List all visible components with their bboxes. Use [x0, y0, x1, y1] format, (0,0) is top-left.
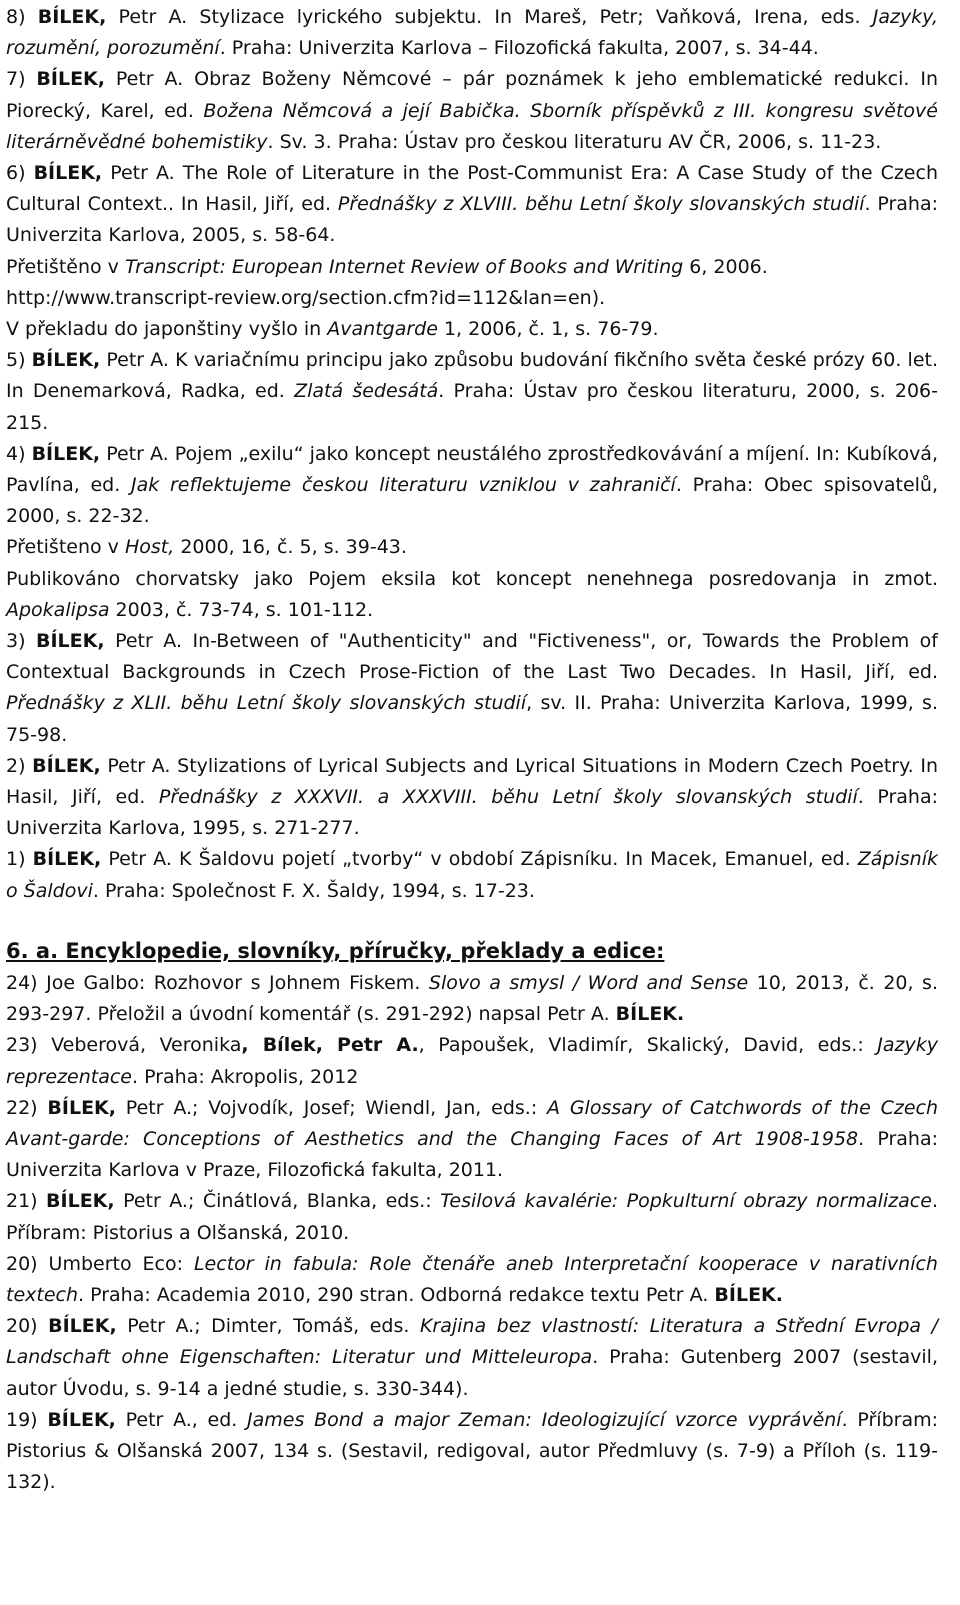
entry-text: Petr A. The Role of Literature in the Post-Communist Era: A Case Study of the Czech Cultural Context.. In Hasil, Jiří, ed. — [6, 162, 938, 216]
bibliography-entry — [6, 1405, 938, 1499]
entry-text: Přetištěno v — [6, 255, 125, 278]
bibliography-entry — [6, 314, 938, 345]
author-name: BÍLEK, — [47, 1096, 116, 1119]
entry-text: Petr A. Stylizace lyrického subjektu. In Mareš, Petr; Vaňková, Irena, eds. — [106, 6, 873, 28]
entry-text: Petr A. In-Between of "Authenticity" and "Fictiveness", or, Towards the Problem of Contextual Backgrounds in Czech Prose-Fiction of the Last Two Decades. In Hasil, Jiří, ed. — [6, 630, 938, 684]
work-title: Zápisník o Šaldovi — [6, 848, 938, 902]
entry-text: 19) — [6, 1408, 48, 1431]
author-name: BÍLEK, — [32, 754, 101, 777]
entry-text: . Praha: Academia 2010, 290 stran. Odborná redakce textu Petr A. — [78, 1283, 715, 1306]
work-title: Božena Němcová a její Babička. Sborník příspěvků z III. kongresu světové literárněvědné bohemistiky — [6, 99, 938, 153]
work-title: Transcript: European Internet Review of Books and Writing — [124, 255, 684, 278]
work-title: Přednášky z XLVIII. běhu Letní školy slovanských studií — [337, 193, 865, 216]
bibliography-entry — [6, 2, 938, 64]
entry-text: 2) — [6, 754, 33, 777]
entry-text: . Sv. 3. Praha: Ústav pro českou literaturu AV ČR, 2006, s. 11-23. — [267, 130, 882, 153]
entry-text: Petr A. K Šaldovu pojetí „tvorby“ v období Zápisníku. In Macek, Emanuel, ed. — [101, 848, 858, 871]
work-title: Tesilová kavalérie: Popkulturní obrazy normalizace — [440, 1190, 932, 1213]
author-name: BÍLEK, — [46, 1190, 115, 1213]
entry-text: Petr A. Obraz Boženy Němcové – pár poznámek k jeho emblematické redukci. In Piorecký, Karel, ed. — [6, 68, 938, 122]
entry-text: . Praha: Univerzita Karlova – Filozofická fakulta, 2007, s. 34-44. — [219, 37, 819, 60]
work-title: James Bond a major Zeman: Ideologizující vzorce vyprávění — [247, 1408, 842, 1431]
bibliography-entry — [6, 1311, 938, 1405]
work-title: Jazyky reprezentace — [6, 1034, 938, 1088]
bibliography-entry — [6, 345, 938, 439]
entry-text: . Praha: Gutenberg 2007 (sestavil, autor Úvodu, s. 9-14 a jedné studie, s. 330-344). — [6, 1346, 938, 1400]
entry-text: 2003, č. 73-74, s. 101-112. — [109, 598, 374, 621]
entry-text: Petr A.; Vojvodík, Josef; Wiendl, Jan, eds.: — [115, 1096, 548, 1119]
work-title: Přednášky z XLII. běhu Letní školy slovanských studií — [6, 692, 527, 715]
work-title: Zlatá šedesátá — [294, 380, 439, 403]
bibliography-list-articles — [6, 2, 938, 907]
author-name: BÍLEK, — [36, 630, 105, 653]
bibliography-entry — [6, 1030, 938, 1092]
entry-text: 4) — [6, 442, 32, 465]
entry-text: 5) — [6, 349, 32, 372]
work-title: Host, — [124, 536, 175, 559]
entry-text: 6, 2006. http://www.transcript-review.org/section.cfm?id=112&lan=en). — [6, 255, 768, 309]
entry-text: . Praha: Společnost F. X. Šaldy, 1994, s. 17-23. — [92, 879, 535, 902]
work-title: Lector in fabula: Role čtenáře aneb Interpretační kooperace v narativních textech — [6, 1252, 938, 1306]
author-name: BÍLEK, — [48, 1315, 117, 1338]
work-title: Apokalipsa — [6, 598, 110, 621]
bibliography-entry — [6, 439, 938, 533]
work-title: A Glossary of Catchwords of the Czech Avant-garde: Conceptions of Aesthetics and the Changing Faces of Art 1908-1958 — [6, 1096, 938, 1150]
entry-text: 1) — [6, 848, 33, 871]
author-name: BÍLEK. — [615, 1003, 685, 1026]
author-name: BÍLEK, — [36, 68, 105, 91]
entry-text: . Praha: Univerzita Karlova v Praze, Filozofická fakulta, 2011. — [6, 1127, 938, 1182]
author-name: BÍLEK, — [47, 1408, 116, 1431]
entry-text: . Praha: Akropolis, 2012 — [132, 1065, 359, 1088]
entry-text: . Praha: Ústav pro českou literaturu, 2000, s. 206-215. — [6, 380, 939, 434]
entry-text: , Papoušek, Vladimír, Skalický, David, eds.: — [418, 1034, 878, 1057]
entry-text: 24) Joe Galbo: Rozhovor s Johnem Fiskem. — [6, 971, 429, 994]
author-name: BÍLEK, — [32, 848, 102, 871]
work-title: Jak reflektujeme českou literaturu vzniklou v zahraničí — [131, 474, 676, 497]
work-title: Jazyky, rozumění, porozumění — [6, 6, 938, 60]
section-heading: 6. a. Encyklopedie, slovníky, příručky, překlady a edice: — [6, 938, 665, 963]
entry-text: Petr A. Stylizations of Lyrical Subjects and Lyrical Situations in Modern Czech Poetry. In Hasil, Jiří, ed. — [6, 754, 938, 809]
work-title: Přednášky z XXXVII. a XXXVIII. běhu Letní školy slovanských studií — [158, 786, 858, 809]
entry-text: . Praha: Obec spisovatelů, 2000, s. 22-32. — [6, 474, 939, 528]
entry-text: . Příbram: Pistorius & Olšanská 2007, 134 s. (Sestavil, redigoval, autor Předmluvy (s. 7-9) a Příloh (s. 119-132). — [6, 1408, 938, 1494]
entry-text: Petr A.; Činátlová, Blanka, eds.: — [114, 1190, 441, 1213]
entry-text: 7) — [6, 68, 37, 91]
entry-text: Přetišteno v — [6, 536, 125, 559]
entry-text: , sv. II. Praha: Univerzita Karlova, 1999, s. 75-98. — [6, 692, 938, 746]
author-name: BÍLEK, — [37, 6, 107, 28]
entry-text: 20) — [6, 1315, 49, 1338]
entry-text: 21) — [6, 1190, 47, 1213]
bibliography-entry — [6, 751, 938, 845]
bibliography-entry — [6, 252, 938, 314]
author-name: BÍLEK, — [31, 442, 101, 465]
work-title: Avantgarde — [327, 318, 438, 341]
author-name: BÍLEK. — [714, 1283, 783, 1306]
bibliography-entry — [6, 1249, 938, 1311]
entry-text: 8) — [6, 6, 38, 28]
bibliography-entry — [6, 1093, 938, 1187]
work-title: Krajina bez vlastností: Literatura a Střední Evropa / Landschaft ohne Eigenschaften: Literatur und Mitteleuropa — [6, 1315, 938, 1369]
entry-text: . Praha: Univerzita Karlova, 1995, s. 271-277. — [6, 786, 938, 840]
entry-text: Petr A.; Dimter, Tomáš, eds. — [116, 1315, 420, 1338]
entry-text: 3) — [6, 630, 36, 653]
author-name: BÍLEK, — [33, 162, 103, 185]
entry-text: 2000, 16, č. 5, s. 39-43. — [174, 536, 407, 559]
entry-text: 6) — [6, 162, 34, 185]
bibliography-list-editions — [6, 968, 938, 1498]
entry-text: 1, 2006, č. 1, s. 76-79. — [437, 318, 659, 341]
bibliography-entry — [6, 968, 938, 1030]
entry-text: V překladu do japonštiny vyšlo in — [6, 318, 328, 341]
entry-text: 20) Umberto Eco: — [6, 1252, 194, 1275]
bibliography-entry — [6, 1186, 938, 1248]
entry-text: Publikováno chorvatsky jako Pojem eksila kot koncept nenehnega posredovanja in zmot. — [6, 567, 938, 590]
author-name: BÍLEK, — [31, 349, 101, 372]
entry-text: Petr A. K variačnímu principu jako způsobu budování fikčního světa české prózy 60. let. In Denemarková, Radka, ed. — [6, 349, 939, 403]
entry-text: Petr A. Pojem „exilu“ jako koncept neustálého zprostředkovávání a míjení. In: Kubíková, Pavlína, ed. — [6, 442, 938, 497]
entry-text: 23) Veberová, Veronika — [6, 1034, 242, 1057]
entry-text: 22) — [6, 1096, 48, 1119]
entry-text: . Praha: Univerzita Karlova, 2005, s. 58-64. — [6, 193, 938, 247]
bibliography-entry — [6, 844, 938, 906]
bibliography-entry — [6, 626, 938, 751]
entry-text: Petr A., ed. — [115, 1408, 248, 1431]
work-title: Slovo a smysl / Word and Sense — [428, 971, 749, 994]
bibliography-entry — [6, 64, 938, 158]
entry-text: . Příbram: Pistorius a Olšanská, 2010. — [6, 1190, 938, 1244]
author-name: , Bílek, Petr A. — [241, 1034, 419, 1057]
bibliography-entry — [6, 532, 938, 563]
bibliography-entry — [6, 158, 938, 252]
entry-text: 10, 2013, č. 20, s. 293-297. Přeložil a úvodní komentář (s. 291-292) napsal Petr A. — [6, 971, 938, 1026]
bibliography-entry — [6, 564, 938, 626]
